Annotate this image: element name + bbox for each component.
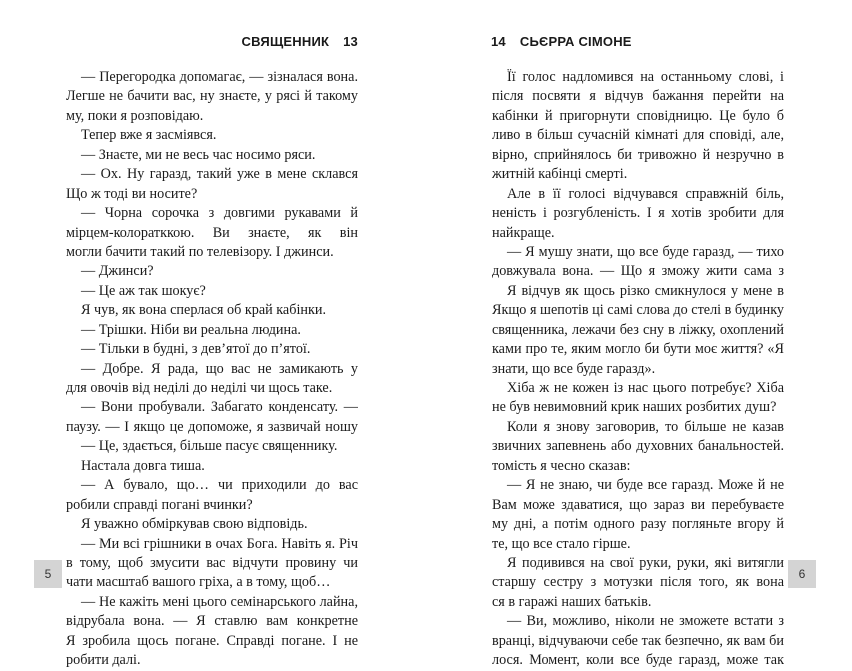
- text-line: Що ж тоді ви носите?: [66, 185, 198, 202]
- text-line: неність і розгубленість. І я хотів зробити для: [492, 205, 784, 222]
- right-page-badge: 6: [788, 560, 816, 588]
- text-line: для овочів від неділі до неділі чи щось таке.: [66, 380, 333, 396]
- right-body-text: [492, 68, 784, 671]
- text-line: — Добре. Я рада, що вас не замикають у: [81, 360, 358, 377]
- text-line: — Не кажіть мені цього семінарського лайна,: [81, 593, 358, 610]
- text-line: найкраще.: [492, 224, 555, 241]
- text-line: в тому, щоб змусити вас відчути провину чи: [66, 554, 358, 571]
- text-line: — Перегородка допомагає, — зізналася вона.: [81, 69, 358, 85]
- text-line: — Це аж так шокує?: [81, 282, 206, 299]
- text-line: томість я чесно сказав:: [492, 457, 631, 474]
- text-line: Я зробила щось погане. Справді погане. І не: [66, 632, 358, 649]
- text-line: — Я не знаю, чи буде все гаразд. Може й не: [507, 477, 784, 494]
- text-line: Я відчув як щось різко смикнулося у мене в: [507, 282, 784, 299]
- left-page: [0, 0, 426, 669]
- right-header-page-number: 14: [491, 34, 506, 49]
- right-page: [426, 0, 852, 669]
- text-line: — Тільки в будні, з дев’ятої до п’ятої.: [81, 341, 311, 358]
- text-line: Якщо я шепотів ці самі слова до стелі в будинку: [492, 302, 784, 319]
- text-line: священника, лежачи без сну в ліжку, охоплений: [492, 321, 784, 338]
- text-line: ся в гаражі наших батьків.: [492, 593, 652, 610]
- text-line: кабінки й пригорнути сповідницю. Це було б: [492, 107, 784, 124]
- left-page-badge: 5: [34, 560, 62, 588]
- text-line: ками про те, яким могло би бути моє життя? «Я: [492, 341, 784, 358]
- left-body-text: [66, 68, 358, 671]
- text-line: вірно, сприйнялось би тривожно й незручно в: [492, 146, 784, 163]
- text-line: Хіба ж не кожен із нас цього потребує? Хіба: [507, 380, 784, 396]
- text-line: Настала довга тиша.: [81, 457, 205, 474]
- text-line: Легше не бачити вас, ну знаєте, у рясі й такому: [66, 88, 358, 105]
- text-line: Я уважно обміркував свою відповідь.: [81, 516, 308, 533]
- right-header-title: СЬЄРРА СІМОНЕ: [519, 34, 632, 49]
- text-line: те, що все стало гірше.: [492, 535, 631, 552]
- text-line: — А бувало, що… чи приходили до вас: [81, 477, 358, 494]
- text-line: — Чорна сорочка з довгими рукавами й: [81, 205, 358, 222]
- text-line: Її голос надломився на останньому слові, і: [507, 69, 784, 85]
- text-line: — Ох. Ну гаразд, такий уже в мене склався: [81, 166, 358, 183]
- text-line: після посвяти я відчув бажання перейти на: [492, 88, 784, 105]
- text-line: Але в її голосі відчувався справжній біль,: [507, 185, 784, 202]
- text-line: довжувала вона. — Що я зможу жити сама з: [492, 263, 784, 280]
- text-line: житній кабінці смерті.: [492, 166, 628, 183]
- text-line: — Джинси?: [81, 263, 154, 280]
- text-line: — Ми всі грішники в очах Бога. Навіть я. Річ: [81, 535, 358, 552]
- text-line: му, поки я розповідаю.: [66, 107, 204, 124]
- text-line: робили справді погані вчинки?: [66, 496, 253, 513]
- text-line: лося. Момент, коли все буде гаразд, може так: [492, 652, 784, 669]
- text-line: — Знаєте, ми не весь час носимо ряси.: [81, 146, 316, 163]
- text-line: чати масштаб вашого гріха, а в тому, щоб…: [66, 574, 331, 591]
- text-line: не був невимовний крик наших розбитих душ?: [492, 399, 777, 416]
- text-line: — Це, здається, більше пасує священнику.: [81, 438, 338, 455]
- text-line: паузу. — І якщо це допоможе, я зазвичай ношу: [66, 418, 358, 435]
- left-header-title: СВЯЩЕННИК: [241, 34, 330, 49]
- text-line: — Вони пробували. Забагато конденсату. —: [81, 399, 358, 416]
- text-line: Я подивився на свої руки, руки, які витягли: [507, 554, 784, 571]
- text-line: вранці, відчуваючи себе так безпечно, як вам би: [492, 632, 784, 649]
- left-running-header: [242, 34, 358, 49]
- text-line: Тепер вже я засміявся.: [81, 127, 217, 144]
- text-line: ливо в більш сучасній кімнаті для сповіді, але,: [492, 127, 784, 144]
- text-line: звичних запевнень або духовних банальностей.: [492, 438, 784, 455]
- text-line: знати, що все буде гаразд».: [492, 360, 656, 377]
- left-header-page-number: 13: [343, 34, 358, 49]
- text-line: — Ви, можливо, ніколи не зможете встати з: [507, 613, 784, 630]
- text-line: му дні, а потім одного разу погляньте вгору й: [492, 516, 784, 533]
- text-line: Коли я знову заговорив, то більше не казав: [507, 418, 784, 435]
- text-line: старшу сестру з мотузки після того, як вона: [492, 574, 784, 591]
- text-line: відрубала вона. — Я ставлю вам конкретне: [66, 613, 358, 630]
- right-running-header: [491, 34, 632, 49]
- text-line: Вам може здаватися, що зараз ви перебуваєте: [492, 496, 784, 513]
- text-line: — Трішки. Ніби ви реальна людина.: [81, 321, 301, 338]
- text-line: могли бачити такий по телевізору. І джинси.: [66, 243, 334, 260]
- text-line: Я чув, як вона сперлася об край кабінки.: [81, 302, 327, 319]
- text-line: — Я мушу знати, що все буде гаразд, — тихо: [507, 243, 784, 260]
- text-line: мірцем-колоратккою. Ви знаєте, як він: [66, 224, 358, 241]
- text-line: робити далі.: [66, 652, 141, 669]
